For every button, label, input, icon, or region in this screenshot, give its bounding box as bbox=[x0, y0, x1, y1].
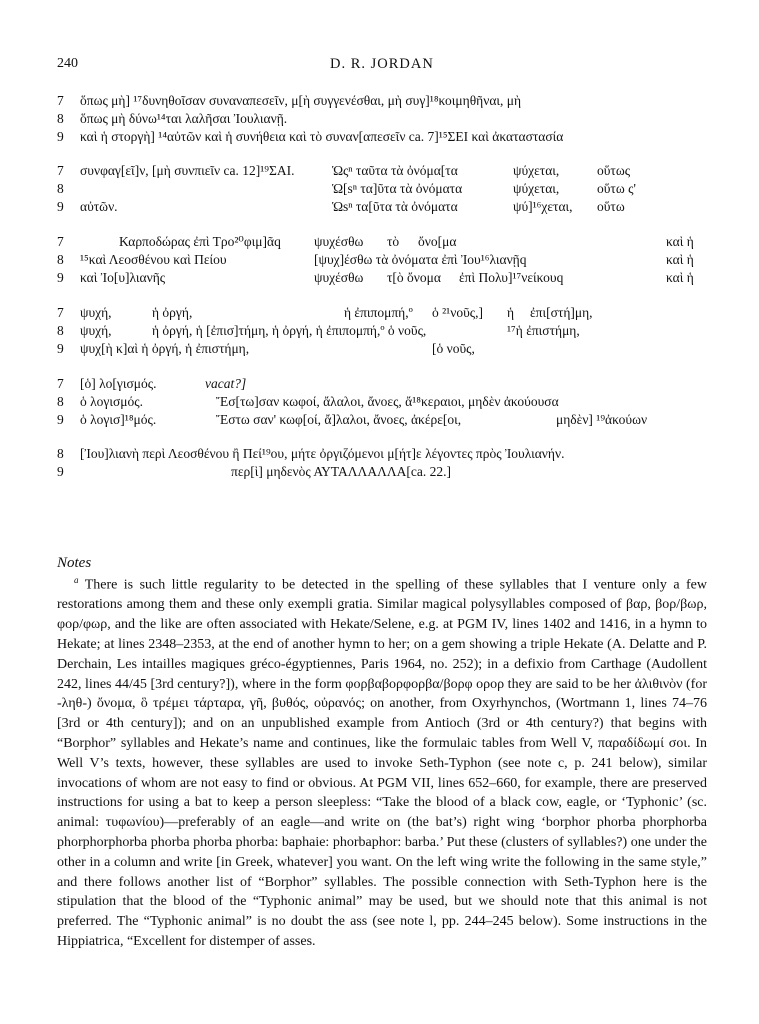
line-number: 9 bbox=[57, 129, 64, 144]
greek-text: ἡ ὀργή, ἡ [ἐπισ]τήμη, ἡ ὀργή, ἡ ἐπιπομπή,º ὁ νοῦς, bbox=[152, 323, 427, 338]
greek-text: ὅπως μὴ] ¹⁷δυνηθοῖσαν συναναπεσεῖν, μ[ὴ συγγενέσθαι, μὴ συγ]¹⁸κοιμηθῆναι, μὴ bbox=[80, 93, 522, 108]
editorial-note: vacat?] bbox=[205, 376, 247, 391]
line-number: 7 bbox=[57, 234, 64, 249]
line-number: 7 bbox=[57, 305, 64, 320]
greek-text: Ὡsⁿ τα[ῦτα τὰ ὀνόματα bbox=[332, 199, 458, 214]
line-number: 7 bbox=[57, 163, 64, 178]
greek-text: τὸ bbox=[387, 234, 400, 249]
line-number: 9 bbox=[57, 412, 64, 427]
line-number: 9 bbox=[57, 199, 64, 214]
greek-text: καὶ ἡ στοργὴ] ¹⁴αὐτῶν καὶ ἡ συνήθεια καὶ τὸ συναν[απεσεῖν ca. 7]¹⁵ΣΕΙ καὶ ἀκαταστασία bbox=[80, 129, 564, 144]
greek-text: ψυχή, bbox=[80, 323, 112, 338]
greek-text: ὄνο[μα bbox=[418, 234, 457, 249]
greek-text: ὁ ²¹νοῦς,] bbox=[432, 305, 483, 320]
page-number: 240 bbox=[57, 56, 78, 71]
greek-text: περ[ὶ] μηδενὸς ΑΥΤΑΛΛΑΛΛΑ[ca. 22.] bbox=[231, 464, 451, 479]
greek-text: Καρποδώρας ἐπὶ Τρο²⁰φιμ]ᾶq bbox=[119, 234, 281, 249]
greek-text: συνφαγ[εῖ]ν, [μὴ συνπιεῖν ca. 12]¹⁹ΣΑΙ. bbox=[80, 163, 295, 178]
greek-text: καὶ ἡ bbox=[666, 252, 694, 267]
greek-text: καὶ ἡ bbox=[666, 270, 694, 285]
note-a bbox=[57, 571, 707, 952]
line-number: 9 bbox=[57, 341, 64, 356]
greek-text: Ὡ[sⁿ τα]ῦτα τὰ ὀνόματα bbox=[332, 181, 463, 196]
greek-text: μηδὲν] ¹⁹ἀκούων bbox=[556, 412, 648, 427]
greek-text: ὁ λογισ]¹⁸μός. bbox=[80, 412, 157, 427]
greek-text: ψύ]¹⁶χεται, bbox=[513, 199, 573, 214]
greek-text: ἡ bbox=[507, 305, 515, 320]
line-number: 8 bbox=[57, 111, 64, 126]
greek-text: Ὡςⁿ ταῦτα τὰ ὀνόμα[τα bbox=[332, 163, 458, 178]
greek-text: ¹⁵καὶ Λεοσθένου καὶ Πείου bbox=[80, 252, 227, 267]
greek-text: καὶ Ἰο[υ]λιανῆς bbox=[80, 270, 166, 285]
running-head-author: D. R. JORDAN bbox=[330, 56, 434, 72]
greek-text: ὅπως μὴ δύνω¹⁴ται λαλῆσαι Ἰουλιανῇ. bbox=[80, 111, 288, 126]
greek-text: Ἔσ[τω]σαν κωφοί, ἄλαλοι, ἄνοες, ἄ¹⁸κεραιοι, μηδὲν ἀκούουσα bbox=[216, 394, 559, 409]
greek-text: ψυχέσθω bbox=[314, 234, 364, 249]
greek-text: ἡ ἐπιπομπή,º bbox=[344, 305, 413, 320]
greek-text: [ὁ] λο[γισμός. bbox=[80, 376, 157, 391]
greek-text: οὕτω ς' bbox=[597, 181, 636, 196]
line-number: 7 bbox=[57, 376, 64, 391]
line-number: 9 bbox=[57, 464, 64, 479]
greek-text: ὁ λογισμός. bbox=[80, 394, 144, 409]
greek-text: ψύχεται, bbox=[513, 163, 560, 178]
greek-text: ἐπι[στή]μη, bbox=[530, 305, 593, 320]
greek-text: καὶ ἡ bbox=[666, 234, 694, 249]
greek-text: οὕτω bbox=[597, 199, 625, 214]
line-number: 8 bbox=[57, 394, 64, 409]
greek-text: τ[ὸ ὄνομα bbox=[387, 270, 441, 285]
greek-text: οὕτως bbox=[597, 163, 631, 178]
line-number: 8 bbox=[57, 252, 64, 267]
greek-text: ἐπὶ Πολυ]¹⁷νείκουq bbox=[459, 270, 564, 285]
greek-text: [ὁ νοῦς, bbox=[432, 341, 475, 356]
greek-text: ψυχή, bbox=[80, 305, 112, 320]
greek-text: ψύχεται, bbox=[513, 181, 560, 196]
greek-text: ἡ ὀργή, bbox=[152, 305, 193, 320]
note-marker: a bbox=[74, 575, 79, 585]
note-paragraph bbox=[57, 571, 707, 952]
greek-text: αὐτῶν. bbox=[80, 199, 118, 214]
line-number: 8 bbox=[57, 181, 64, 196]
greek-text: ¹⁷ἡ ἐπιστήμη, bbox=[507, 323, 580, 338]
note-text: There is such little regularity to be detected in the spelling of these syllables that I venture only a few restorations among them and these only exempli gratia. Similar magical polysyllables composed of βαρ, βορ/βωρ, φορ/φωρ, and the like are often associated with Hekate/Selene, e.g. at PGM IV, lines 1402 and 1416, in a hymn to Hekate; at lines 2348–2353, at the end of another hymn to her; on a gem showing a triple Hekate (A. Delatte and P. Derchain, Les intailles magiques gréco-égyptiennes, Paris 1964, no. 252); in a defixio from Carthage (Audollent 242, lines 44/45 [3rd century?]), where in the form φορβαβορφορβα/βορφ ορορ they are said to be her ἀλιθινὸν (for -ληθ-) ὄνομα, ὃ τρέμει τάρταρα, γῆ, βυθός, οὐρανός; on another, from Oxyrhynchos, (Wortmann 1, lines 74–76 [3rd or 4th century]); and on an unpublished example from Antioch (3rd or 4th century?) that begins with “Borphor” syllables and Hekate’s name and continues, like the formulaic tables from Well V, παραδίδωμί σοι. In Well V’s texts, however, these syllables are used to invoke Seth-Typhon (see note c, p. 241 below), similar invocations of whom are not easy to find or obvious. At PGM VII, lines 652–660, for example, there are preserved instructions for using a bat to keep a person sleepless: “Take the blood of a black cow, eagle, or ‘Typhonic’ (sc. animal: τυφωνίου)—preferably of an eagle—and write on (the bat’s) right wing ‘borphor phorba phorphorba phorphorphorba phorba phorba phorba: baphaie: phorbaphor: barba.’ Put these (clusters of syllables?) one under the other in a column and write [in Greek, whatever] you want. On the left wing write the following in the same style,” and there follows another list of “Borphor” syllables. The possible connection with Seth-Typhon here is the stipulation that the blood of the “Typhonic animal” may be used, but we should note that this animal is not preferred. The “Typhonic animal” is no doubt the ass (see note l, pp. 244–245 below). Some instructions in the Hippiatrica, “Excellent for distemper of asses. bbox=[57, 577, 708, 949]
line-number: 9 bbox=[57, 270, 64, 285]
notes-heading: Notes bbox=[57, 555, 92, 571]
greek-text: ψυχέσθω bbox=[314, 270, 364, 285]
line-number: 8 bbox=[57, 323, 64, 338]
greek-text: ψυχ[ὴ κ]αὶ ἡ ὀργή, ἡ ἐπιστήμη, bbox=[80, 341, 250, 356]
line-number: 8 bbox=[57, 446, 64, 461]
greek-text: Ἔστω σαν' κωφ[οί, ἄ]λαλοι, ἄνοες, ἀκέρε[οι, bbox=[216, 412, 462, 427]
greek-text: [Ἰου]λιανὴ περὶ Λεοσθένου ἢ Πεί¹⁹ου, μήτε ὀργιζόμενοι μ[ήτ]ε λέγοντες πρὸς Ἰουλιανήν. bbox=[80, 446, 565, 461]
line-number: 7 bbox=[57, 93, 64, 108]
greek-text: [ψυχ]έσθω τὰ ὀνόματα ἐπὶ Ἰου¹⁶λιανῇq bbox=[314, 252, 527, 267]
